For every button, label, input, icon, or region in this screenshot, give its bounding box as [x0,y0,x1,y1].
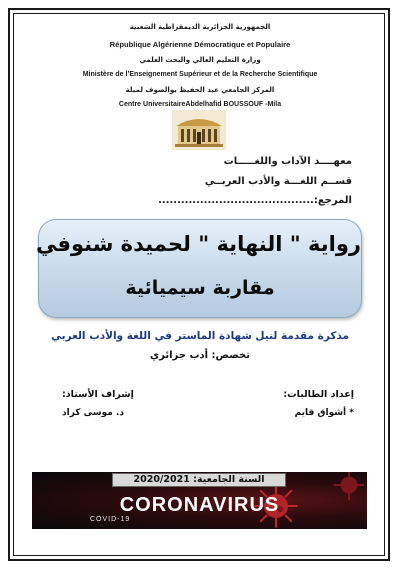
department-line [205,176,352,187]
department-name: قســم اللغـــة والأدب العربــي [204,176,352,187]
student-name: * أشواق قايم [294,408,354,418]
republic-fr: République Algérienne Démocratique et Populaire [109,40,291,49]
center-fr: Centre UniversitaireAbdelhafid BOUSSOUF -Mila [118,101,282,108]
institute-name: معهــــد الآداب واللغـــــات [223,156,352,167]
covid-label: COVID-19 [90,516,131,523]
thesis-title: رواية " النهاية " لحميدة شنوفي [35,232,361,256]
ministry-ar: وزارة التعليم العالي والبحث العلمي [139,56,261,64]
ministry-fr: Ministère de l’Enseignement Supérieur et de la Recherche Scientifique [82,71,318,78]
reference-line: المرجع:......................................... [158,195,352,206]
university-building-icon [172,110,226,150]
students-label: إعداد الطالبات: [283,389,354,400]
institute-line [224,156,352,167]
center-ar: المركز الجامعي عبد الحفيظ بوالصوف لميلة [125,86,275,94]
memo-specialty: تخصص: أدب جزائري [149,350,251,361]
academic-year: السنة الجامعية: 2020/2021 [112,473,286,487]
memo-purpose: مذكرة مقدمة لنيل شهادة الماستر في اللغة والأدب العربي [50,330,350,342]
thesis-subtitle: مقاربة سيميائية [125,277,275,299]
republic-ar: الجمهورية الجزائرية الديمقراطية الشعبية [129,23,271,31]
supervisor-name: د. موسى كراد [62,408,125,418]
supervisor-label: إشراف الأستاذ: [62,389,134,400]
thesis-title-box [35,219,362,318]
coronavirus-headline: CORONAVIRUS [119,494,280,516]
reference-label: المرجع [317,195,352,206]
